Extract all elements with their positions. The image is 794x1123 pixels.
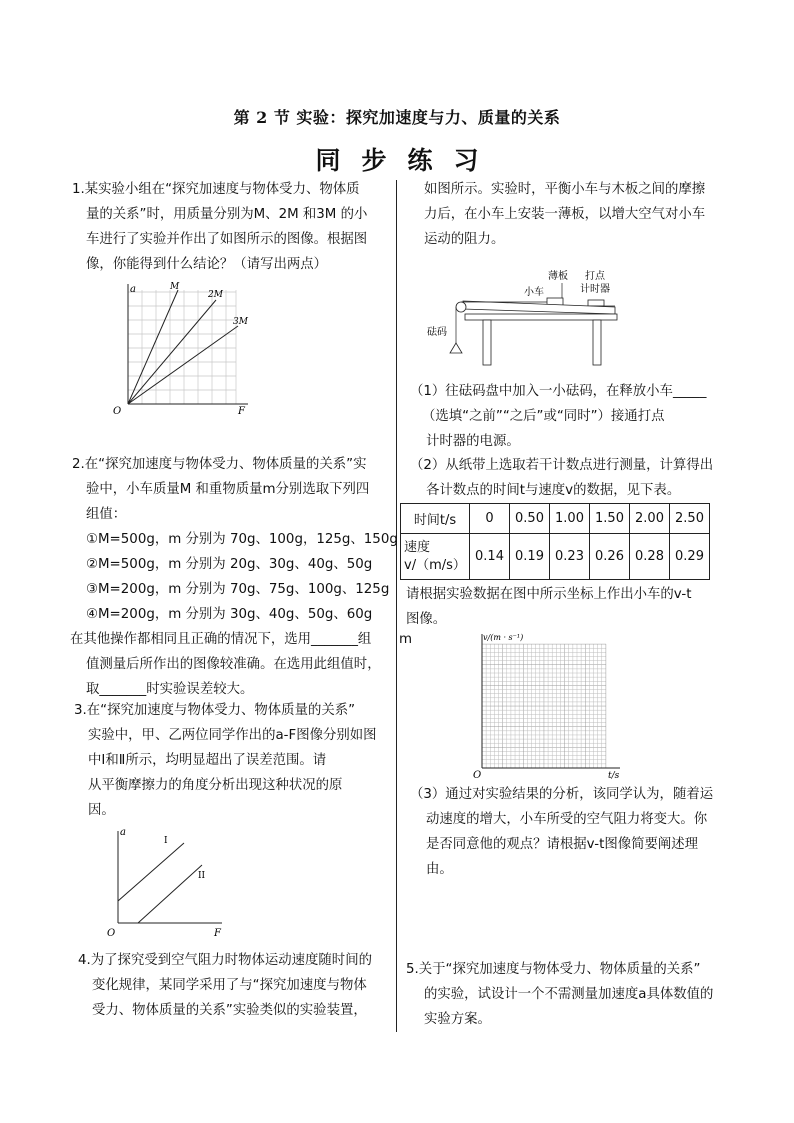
table-cell: 0.14 (470, 534, 510, 580)
q1-line-m (128, 290, 178, 404)
question-3-line: 3.在“探究加速度与物体受力、物体质量的关系” (74, 703, 356, 718)
timer-label-2: 计时器 (580, 284, 610, 295)
table-cell: 2.50 (670, 504, 710, 534)
q1-line-3m (128, 326, 238, 404)
table-row-speed (401, 534, 710, 580)
q3-line-i (118, 843, 184, 901)
question-3 (74, 698, 377, 823)
table-cell: 1.00 (550, 504, 590, 534)
question-5-line: 5.关于“探究加速度与物体受力、物体质量的关系” (406, 962, 701, 977)
weight-label: 砝码 (427, 327, 447, 338)
after-table-line: 图像。 (406, 612, 447, 627)
section-title: 第 2 节 实验：探究加速度与力、质量的关系 (233, 108, 561, 127)
vt-y-label: v/(m · s⁻¹) (483, 633, 524, 642)
question-4-line: 如图所示。实验时，平衡小车与木板之间的摩擦 (424, 182, 706, 197)
table-cell: 0.26 (590, 534, 630, 580)
part1-line: （选填“之前”“之后”或“同时”）接通打点 (422, 409, 665, 424)
question-4-line: 力后，在小车上安装一薄板，以增大空气对小车 (424, 207, 706, 222)
q3-x-label: F (214, 928, 221, 939)
question-2 (72, 452, 398, 702)
page-subtitle: 同步练习 (315, 146, 500, 175)
question-2-line: 组值： (86, 507, 127, 522)
q1-label-m: M (170, 282, 180, 292)
table-cell: 2.00 (630, 504, 670, 534)
question-3-line: 因。 (88, 803, 115, 818)
question-1-line: 量的关系”时，用质量分别为M、2M 和3M 的小 (86, 207, 368, 222)
table-leg-right (593, 320, 601, 365)
overflow-char: m (399, 632, 413, 647)
part3-line: 动速度的增大，小车所受的空气阻力将变大。你 (426, 812, 708, 827)
table-cell: 1.50 (590, 504, 630, 534)
q3-y-label: a (120, 827, 126, 838)
question-2-option: ③M=200g，m 分别为 70g、75g、100g、125g (86, 582, 390, 597)
pulley (456, 302, 466, 312)
question-4-part3 (410, 782, 713, 882)
question-4-right (424, 177, 705, 252)
part2-line: （2）从纸带上选取若干计数点进行测量，计算得出 (410, 458, 714, 473)
table-header-speed: 速度 v/（m/s） (401, 534, 470, 580)
question-4-line: 变化规律，某同学采用了与“探究加速度与物体 (92, 978, 367, 993)
part3-line: 由。 (426, 862, 453, 877)
weight-pan (450, 343, 462, 353)
question-4-line: 4.为了探究受到空气阻力时物体运动速度随时间的 (78, 953, 372, 968)
table-row-time (401, 504, 710, 534)
question-4-line: 运动的阻力。 (424, 232, 505, 247)
question-2-line: 验中，小车质量M 和重物质量m分别选取下列四 (86, 482, 370, 497)
question-2-option: ②M=500g，m 分别为 20g、30g、40g、50g (86, 557, 373, 572)
table-header-time: 时间t/s (401, 504, 470, 534)
question-5-line: 实验方案。 (424, 1012, 491, 1027)
thin-plate-label: 薄板 (548, 271, 568, 282)
after-table-text (406, 582, 691, 632)
q1-line-2m (128, 300, 216, 404)
table-cell: 0.50 (510, 504, 550, 534)
question-2-option: ④M=200g，m 分别为 30g、40g、50g、60g (86, 607, 373, 622)
part2-line: 各计数点的时间t与速度v的数据，见下表。 (426, 483, 681, 498)
timer (588, 300, 604, 306)
q3-label-ii: II (198, 871, 206, 881)
after-table-line: 请根据实验数据在图中所示坐标上作出小车的v-t (406, 587, 692, 602)
question-2-line: 值测量后所作出的图像较准确。在选用此组值时， (86, 657, 381, 672)
q1-label-3m: 3M (233, 317, 248, 327)
q3-origin: O (107, 928, 116, 939)
data-table (400, 503, 710, 580)
question-4-part1 (410, 379, 706, 454)
question-1-line: 1.某实验小组在“探究加速度与物体受力、物体质 (72, 182, 360, 197)
timer-label-1: 打点 (585, 271, 605, 282)
question-1-line: 像，你能得到什么结论？（请写出两点） (86, 257, 328, 272)
question-3-line: 中Ⅰ和Ⅱ所示，均明显超出了误差范围。请 (88, 753, 327, 768)
table-cell: 0 (470, 504, 510, 534)
table-cell: 0.19 (510, 534, 550, 580)
q1-label-2m: 2M (208, 290, 223, 300)
q1-grid (128, 290, 236, 404)
vt-x-label: t/s (608, 771, 620, 781)
question-1 (72, 177, 367, 277)
question-4-part2 (410, 453, 713, 503)
table-cell: 0.29 (670, 534, 710, 580)
q3-line-ii (138, 865, 202, 923)
part3-line: 是否同意他的观点？请根据v-t图像简要阐述理 (426, 837, 699, 852)
table-top (465, 314, 617, 320)
table-cell: 0.23 (550, 534, 590, 580)
part1-line: （1）往砝码盘中加入一小砝码，在释放小车_____ (410, 384, 707, 399)
q1-origin: O (113, 406, 122, 417)
q1-x-label: F (238, 406, 245, 417)
cart-label: 小车 (524, 287, 544, 298)
part3-line: （3）通过对实验结果的分析，该同学认为，随着运 (410, 787, 714, 802)
q3-label-i: I (164, 836, 168, 846)
table-leg-left (483, 320, 491, 365)
apparatus-diagram (425, 265, 625, 370)
part1-line: 计时器的电源。 (426, 434, 520, 449)
question-3-line: 从平衡摩擦力的角度分析出现这种状况的原 (88, 778, 343, 793)
vt-grid (482, 644, 606, 768)
question-2-line: 在其他操作都相同且正确的情况下，选用_______组 (70, 632, 372, 647)
table-cell: 0.28 (630, 534, 670, 580)
question-5 (406, 957, 713, 1032)
q1-y-label: a (130, 284, 136, 295)
question-4-left (78, 948, 372, 1023)
question-1-line: 车进行了实验并作出了如图所示的图像。根据图 (86, 232, 368, 247)
q1-graph (108, 280, 258, 420)
question-5-line: 的实验，试设计一个不需测量加速度a具体数值的 (424, 987, 714, 1002)
question-2-line: 2.在“探究加速度与物体受力、物体质量的关系”实 (72, 457, 367, 472)
question-3-line: 实验中，甲、乙两位同学作出的a-F图像分别如图 (88, 728, 377, 743)
question-2-line: 取_______时实验误差较大。 (86, 682, 254, 697)
vt-origin: O (473, 770, 482, 781)
vt-grid-graph (470, 630, 630, 782)
question-4-line: 受力、物体质量的关系”实验类似的实验装置， (92, 1003, 367, 1018)
question-2-option: ①M=500g，m 分别为 70g、100g，125g、150g (86, 532, 398, 547)
q3-graph (104, 825, 234, 940)
